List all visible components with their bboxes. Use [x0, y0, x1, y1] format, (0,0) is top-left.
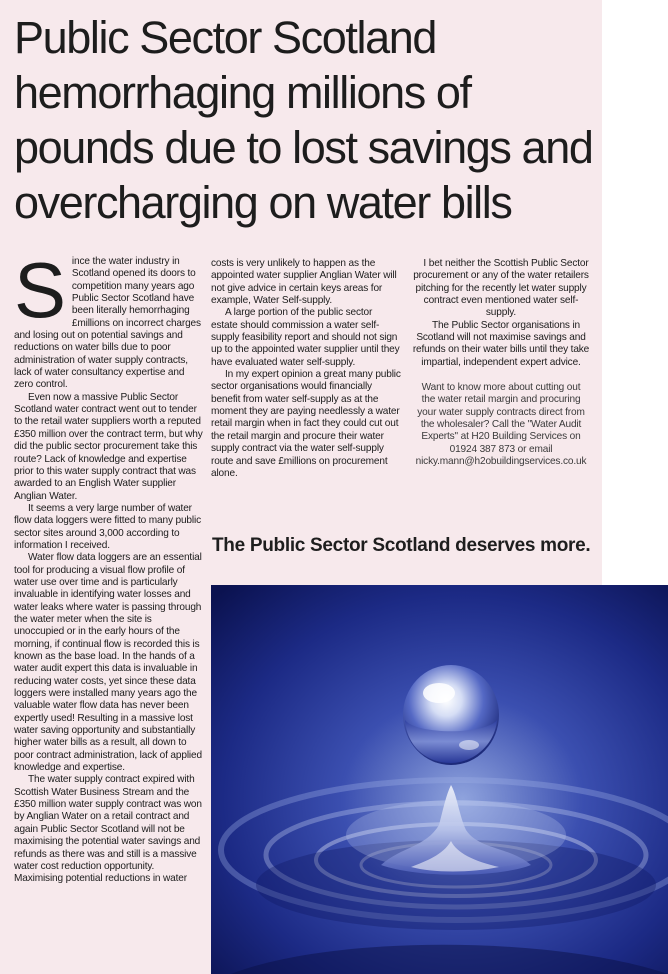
contact-line-5: Experts" at H20 Building Services on — [421, 431, 581, 443]
column-3-paragraph-2: The Public Sector organisations in Scotland will not maximise savings and refunds on their water bills until they take impartial, independent expert advice. — [412, 319, 590, 368]
headline-line-2: hemorrhaging millions of — [14, 67, 471, 118]
column-1-paragraph-3: It seems a very large number of water flow data loggers were fitted to many public sector sites around 3,000 according to information I received. — [14, 502, 201, 551]
article-headline — [14, 10, 604, 230]
column-1-paragraph-2: Even now a massive Public Sector Scotland water contract went out to tender to the retail water suppliers worth a reputed £350 million over the contract term, but why did the public sector procurement take this route? Lack of knowledge and expertise prior to this water supply contract that was awarded to an English Water supplier Anglian Water. — [14, 391, 203, 502]
water-droplet-illustration — [211, 585, 668, 974]
column-3-paragraph-1: I bet neither the Scottish Public Sector procurement or any of the water retailers pitching for the recently let water supply contract even mentioned water self-supply. — [413, 258, 589, 319]
contact-line-1: Want to know more about cutting out — [421, 382, 581, 394]
column-2-paragraph-2: A large portion of the public sector estate should commission a water self-supply feasibility report and should not sign up to the appointed water supplier until they have evaluated water self-supply. — [211, 307, 400, 368]
headline-line-3: pounds due to lost savings and — [14, 122, 593, 173]
headline-line-4: overcharging on water bills — [14, 177, 512, 228]
contact-line-2: the water retail margin and procuring — [421, 394, 581, 406]
contact-line-4: the wholesaler? Call the "Water Audit — [420, 419, 582, 431]
contact-email: nicky.mann@h2obuildingservices.co.uk — [415, 456, 587, 468]
column-2-paragraph-3: In my expert opinion a great many public sector organisations would financially benefit from water self-supply as at the moment they are paying needlessly a water retail margin when in fact they could cut out the retail margin and procure their water supply contract via the water self-supply route and save £millions on procurement alone. — [211, 369, 401, 479]
contact-phone: 01924 387 873 or email — [449, 443, 553, 455]
article-tagline: The Public Sector Scotland deserves more. — [212, 535, 591, 556]
article-column-2 — [211, 258, 401, 480]
article-column-3 — [410, 258, 592, 469]
contact-callout — [410, 382, 592, 468]
column-1-paragraph-5: The water supply contract expired with Scottish Water Business Stream and the £350 million water supply contract was won by Anglian Water on a retail contract and again Public Sector Scotland will not be maximising the potential water savings and refunds as there was and still is a massive water cost reduction opportunity. Maximising potential reductions in water — [14, 774, 202, 885]
drop-cap: S — [14, 246, 66, 334]
article-column-1 — [14, 246, 204, 886]
headline-line-1: Public Sector Scotland — [14, 12, 436, 63]
column-2-paragraph-1: costs is very unlikely to happen as the appointed water supplier Anglian Water will not give advice in certain keys areas for example, Water Self-supply. — [211, 258, 397, 307]
column-1-paragraph-4: Water flow data loggers are an essential tool for producing a visual flow profile of water use over time and is particularly invaluable in identifying water losses and water leaks where water is passing through the water meter when the site is unoccupied or in the early hours of the morning, if continual flow is recorded this is known as the base load. In the hands of a water audit expert this data is invaluable in reducing water costs, yet since these data loggers were installed many years ago the valuable water flow data has never been expertly used! Resulting in a massive lost water saving opportunity and substantially higher water bills as a result, all down to poor contract administration, lack of applied knowledge and expertise. — [14, 552, 202, 774]
column-1-paragraph-1-text: ince the water industry in Scotland opened its doors to competition many years ago Public Sector Scotland have been literally hemorrhaging £millions on incorrect charges and losing out on potential savings and reductions on water bills due to poor administration of water supply contracts, lack of water consultancy expertise and zero control. — [14, 256, 201, 391]
contact-line-3: your water supply contracts direct from — [417, 406, 585, 418]
water-droplet-photo — [211, 585, 668, 974]
column-1-paragraph-1 — [14, 246, 204, 392]
